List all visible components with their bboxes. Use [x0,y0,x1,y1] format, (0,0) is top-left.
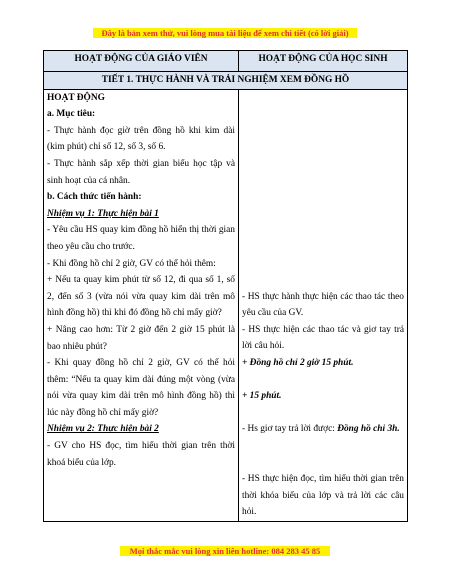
teacher-step: - Yêu cầu HS quay kim đồng hồ hiển thị thời gian theo yêu cầu cho trước. [47,225,235,252]
task-1-heading: Nhiệm vụ 1: Thực hiện bài 1 [47,208,159,219]
teacher-step: - GV cho HS đọc, tìm hiểu thời gian trên thời khoá biểu của lớp. [47,441,235,468]
student-activity-cell [239,89,408,521]
student-response: - HS thực hành thực hiện các thao tác theo yêu cầu của GV. [242,291,404,319]
activity-row [44,89,408,521]
section-title: TIẾT 1. THỰC HÀNH VÀ TRẢI NGHIỆM XEM ĐỒNG HỒ [44,72,408,90]
teacher-step: - Khi đồng hồ chỉ 2 giờ, GV có thể hỏi thêm: [47,258,216,269]
student-response: - HS thực hiện các thao tác và giơ tay trả lời câu hỏi. [242,324,404,352]
student-response: - HS thực hiện đọc, tìm hiểu thời gian trên thời khóa biểu của lớp và trả lời các câu hỏi. [242,473,404,518]
teacher-step: - Khi quay đồng hồ chỉ 2 giờ, GV có thể hỏi thêm: “Nếu ta quay kim dài đúng một vòng (vừa nói vừa quay kim dài trên mô hình đồng hồ) thì lúc này đồng hồ chỉ mấy giờ? [47,358,235,418]
preview-notice-banner: Đây là bản xem thử, vui lòng mua tài liệu để xem chi tiết (có lời giải) [93,28,357,38]
student-answer-emphasis: Đồng hồ chỉ 3h. [337,424,400,435]
teacher-column-header: HOẠT ĐỘNG CỦA GIÁO VIÊN [44,51,239,72]
student-answer: + 15 phút. [242,391,282,402]
objective-item: - Thực hành sắp xếp thời gian biểu học tập và sinh hoạt của cá nhân. [47,158,235,186]
student-column-header: HOẠT ĐỘNG CỦA HỌC SINH [239,51,408,72]
teacher-step: + Nâng cao hơn: Từ 2 giờ đến 2 giờ 15 phút là bao nhiêu phút? [47,324,235,352]
student-answer: + Đồng hồ chỉ 2 giờ 15 phút. [242,357,354,368]
hotline-banner: Mọi thắc mắc vui lòng xin liên hotline: 084 283 45 85 [120,546,330,556]
table-header-row [44,51,408,72]
objective-item: - Thực hành đọc giờ trên đồng hồ khi kim dài (kim phút) chỉ số 12, số 3, số 6. [47,125,235,153]
teacher-activity-cell [44,89,239,521]
section-title-row [44,72,408,90]
student-answer-prefix: - Hs giơ tay trả lời được: [242,424,338,435]
task-2-heading: Nhiệm vụ 2: Thực hiện bài 2 [47,424,159,435]
lesson-plan-table [43,50,408,522]
activity-heading: HOẠT ĐỘNG [47,92,105,103]
teacher-step: + Nếu ta quay kim phút từ số 12, đi qua số 1, số 2, đến số 3 (vừa nói vừa quay kim dài trên mô hình đồng hồ) thì khi đó đồng hồ chỉ mấy giờ? [47,275,235,319]
student-response [242,421,404,438]
method-label: b. Cách thức tiến hành: [47,192,142,203]
objectives-label: a. Mục tiêu: [47,109,96,120]
